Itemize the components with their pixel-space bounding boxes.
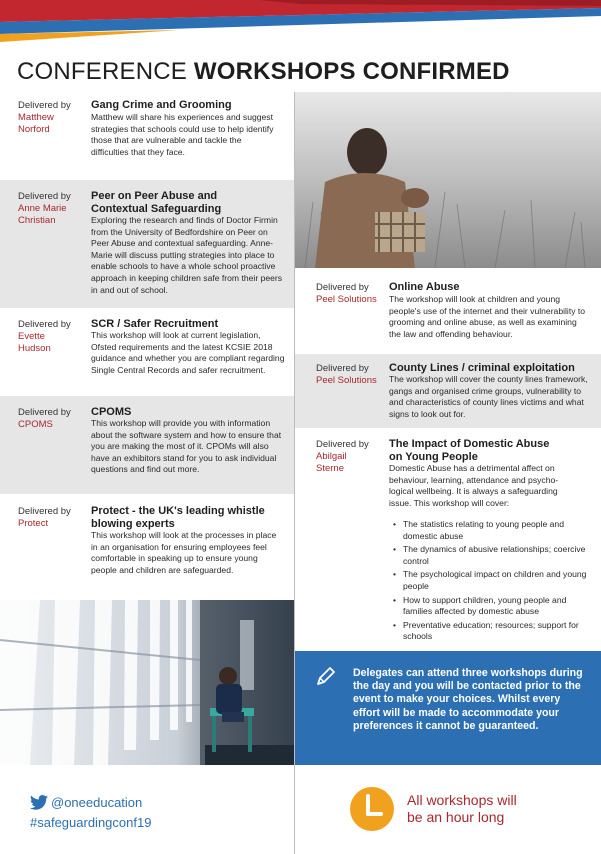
list-item: • Preventative education; resources; support for schools bbox=[393, 620, 589, 643]
workshop-description: The workshop will look at children and young people's use of the internet and their vulnerability to grooming and online abuse, as well as examining the law and offending behaviour. bbox=[389, 294, 586, 339]
workshop-cpoms bbox=[0, 396, 294, 494]
corridor-photo bbox=[0, 600, 294, 765]
workshop-description: Matthew will share his experiences and suggest strategies that schools could use to help identify those that are vulnerable and tackle the difficulties that they face. bbox=[91, 112, 274, 157]
delivered-by-label: Delivered by bbox=[18, 319, 71, 330]
workshop-title: Protect - the UK's leading whistle blowing experts bbox=[91, 505, 265, 530]
presenter-name: Protect bbox=[18, 518, 49, 529]
list-item: • The dynamics of abusive relationships; coercive control bbox=[393, 544, 589, 567]
twitter-handle[interactable]: @oneeducation bbox=[51, 795, 143, 810]
workshop-description: Domestic Abuse has a detrimental affect on behaviour, learning, attendance and psycho-logical wellbeing. It is always a safeguarding issue. This workshop will cover: bbox=[389, 463, 559, 508]
twitter-bird-icon[interactable] bbox=[30, 795, 48, 810]
presenter-name: Peel Solutions bbox=[316, 375, 377, 386]
presenter-name: CPOMS bbox=[18, 419, 53, 430]
workshop-county-lines bbox=[295, 354, 601, 428]
workshop-scr bbox=[0, 308, 294, 396]
presenter-name: Evette Hudson bbox=[18, 331, 51, 354]
workshop-description: This workshop will look at the processes in place in an organisation for ensuring employees feel comfortable in speaking up to ensure young people and children are safeguarded. bbox=[91, 530, 277, 575]
workshop-description: This workshop will look at current legislation, Ofsted requirements and the latest KCSIE 2018 guidance and whether you are compliant regarding Single Central Records and safer recruitment. bbox=[91, 330, 285, 375]
conference-hashtag[interactable]: #safeguardingconf19 bbox=[30, 815, 152, 830]
workshop-title: Gang Crime and Grooming bbox=[91, 99, 232, 111]
list-item: • How to support children, young people and families affected by domestic abuse bbox=[393, 595, 589, 618]
presenter-name: Anne Marie Christian bbox=[18, 203, 67, 226]
workshop-title: Peer on Peer Abuse and Contextual Safeguarding bbox=[91, 190, 222, 215]
workshop-protect bbox=[0, 494, 294, 598]
callout-text: Delegates can attend three workshops during the day and you will be contacted prior to the event to make your choices. Whilst every effort will be made to accommodate your preferences it cannot be guaranteed. bbox=[353, 667, 583, 732]
duration-note: All workshops will be an hour long bbox=[407, 792, 517, 825]
delivered-by-label: Delivered by bbox=[316, 439, 369, 450]
workshop-description: The workshop will cover the county lines framework, gangs and organised crime groups, vulnerability to and characteristics of county lines victims and what signs to look out for. bbox=[389, 374, 588, 419]
delivered-by-label: Delivered by bbox=[18, 506, 71, 517]
page-title: CONFERENCE WORKSHOPS CONFIRMED bbox=[17, 58, 510, 85]
workshop-peer-abuse bbox=[0, 180, 294, 308]
header-band bbox=[0, 0, 601, 50]
workshop-gang-crime bbox=[0, 92, 294, 180]
workshop-online-abuse bbox=[295, 270, 601, 354]
delivered-by-label: Delivered by bbox=[316, 282, 369, 293]
presenter-name: Matthew Norford bbox=[18, 112, 54, 135]
pen-icon bbox=[315, 665, 337, 687]
workshop-title: The Impact of Domestic Abuse on Young People bbox=[389, 438, 550, 463]
workshop-title: SCR / Safer Recruitment bbox=[91, 318, 219, 330]
workshop-title: Online Abuse bbox=[389, 281, 460, 293]
delivered-by-label: Delivered by bbox=[18, 407, 71, 418]
delegates-callout bbox=[295, 651, 601, 765]
boy-field-photo bbox=[295, 92, 601, 268]
clock-icon bbox=[349, 786, 395, 832]
delivered-by-label: Delivered by bbox=[316, 363, 369, 374]
list-item: • The psychological impact on children and young people bbox=[393, 569, 589, 592]
topic-list bbox=[393, 519, 589, 645]
delivered-by-label: Delivered by bbox=[18, 100, 71, 111]
workshop-title: CPOMS bbox=[91, 406, 132, 418]
workshop-description: Exploring the research and finds of Doctor Firmin from the University of Bedfordshire on Peer on Peer Abuse and contextual safeguarding. Anne-Marie will discuss putting strategies into place to enable schools to have a whole school proactive approach in keeping children safe from their peers in and out of school. bbox=[91, 215, 283, 295]
workshop-title: County Lines / criminal exploitation bbox=[389, 362, 575, 374]
workshop-domestic-abuse bbox=[295, 428, 601, 650]
delivered-by-label: Delivered by bbox=[18, 191, 71, 202]
presenter-name: Abilgail Sterne bbox=[316, 451, 347, 474]
list-item: • The statistics relating to young people and domestic abuse bbox=[393, 519, 589, 542]
workshop-description: This workshop will provide you with information about the software system and how to ensure that you are making the most of it. CPOMs will also have an exhibitors stand for you to ask individual questions and find out more. bbox=[91, 418, 282, 475]
presenter-name: Peel Solutions bbox=[316, 294, 377, 305]
